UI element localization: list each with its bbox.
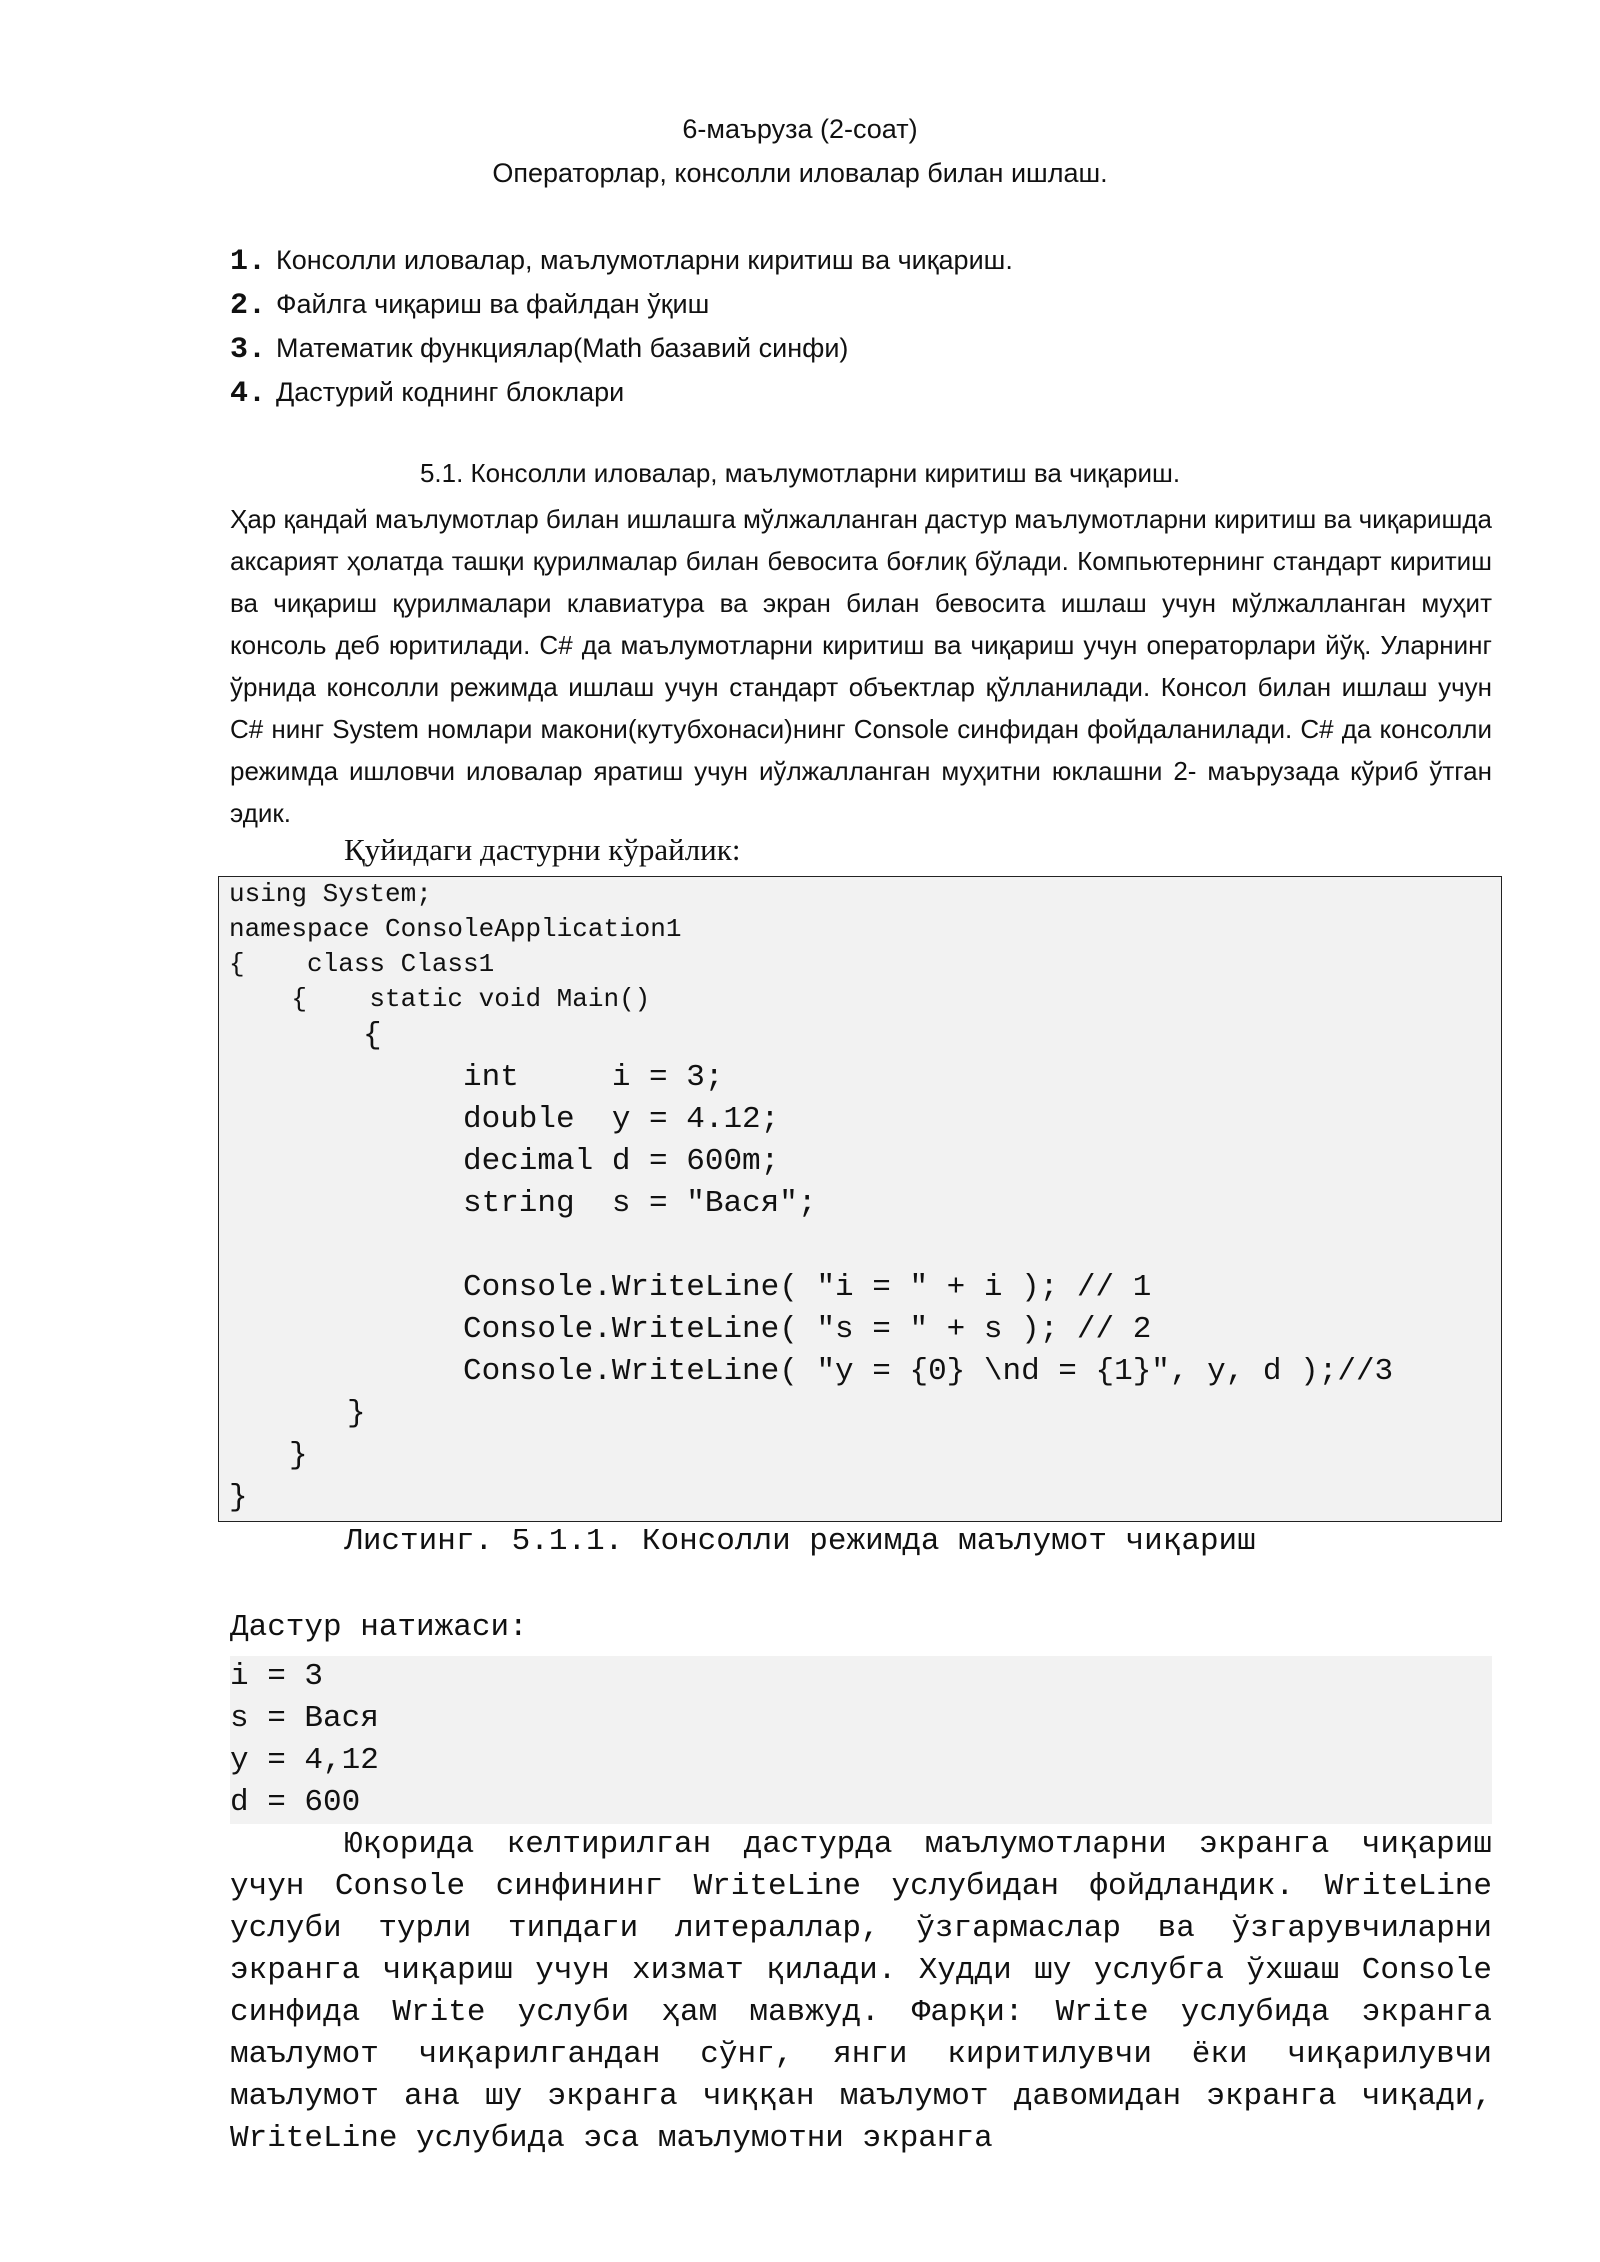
topic-number: 1. — [230, 245, 267, 279]
code-line: Console.WriteLine( "i = " + i ); // 1 — [463, 1270, 1152, 1305]
topic-text: Математик функциялар(Math базавий синфи) — [276, 333, 849, 363]
code-line: double y = 4.12; — [463, 1102, 780, 1137]
topic-item — [230, 238, 1013, 282]
code-line: } — [347, 1396, 366, 1431]
section-heading: 5.1. Консолли иловалар, маълумотларни киритиш ва чиқариш. — [419, 458, 1181, 488]
topic-item — [230, 326, 1013, 370]
code-line: string s = "Вася"; — [463, 1186, 817, 1221]
code-line: int i = 3; — [463, 1060, 724, 1095]
body-paragraph-2: Юқорида келтирилган дастурда маълумотларни экранга чиқариш учун Console синфининг WriteLine услубидан фойдландик. WriteLine услуби турли типдаги литераллар, ўзгармаслар ва ўзгарувчиларни экранга чиқариш учун хизмат қилади. Худди шу услубга ўхшаш Console синфида Write услуби ҳам мавжуд. Фарқи: Write услубида экранга маълумот чиқарилгандан сўнг, янги киритилувчи ёки чиқарилувчи маълумот ана шу экранга чиққан маълумот давомидан экранга чиқади, WriteLine услубида эса маълумотни экранга — [230, 1827, 1492, 2156]
topic-number: 4. — [230, 377, 267, 411]
code-intro-text: Қуйидаги дастурни кўрайлик: — [344, 832, 741, 867]
code-line: namespace ConsoleApplication1 — [229, 914, 682, 944]
topic-item — [230, 282, 1013, 326]
output-line: i = 3 — [230, 1659, 324, 1694]
code-line: decimal d = 600m; — [463, 1144, 780, 1179]
code-line: Console.WriteLine( "s = " + s ); // 2 — [463, 1312, 1152, 1347]
topic-text: Файлга чиқариш ва файлдан ўқиш — [276, 289, 710, 319]
body-paragraph: Ҳар қандай маълумотлар билан ишлашга мўлжалланган дастур маълумотларни киритиш ва чиқаришда аксарият ҳолатда ташқи қурилмалар билан бевосита боғлиқ бўлади. Компьютернинг стандарт киритиш ва чиқариш қурилмалари клавиатура ва экран билан бевосита ишлаш учун мўлжалланган муҳит консоль деб юритилади. C# да маълумотларни киритиш ва чиқариш учун операторлари йўқ. Уларнинг ўрнида консолли режимда ишлаш учун стандарт объектлар қўлланилади. Консол билан ишлаш учун C# нинг System номлари макони(кутубхонаси)нинг Console синфидан фойдаланилади. C# да консолли режимда ишловчи иловалар яратиш учун иўлжалланган муҳитни юклашни 2- маърузада кўриб ўтган эдик. — [230, 504, 1493, 828]
topic-number: 2. — [230, 289, 267, 323]
code-line: { class Class1 — [229, 949, 495, 979]
program-output — [230, 1656, 1492, 1824]
code-line: Console.WriteLine( "y = {0} \nd = {1}", y, d );//3 — [463, 1354, 1394, 1389]
result-label: Дастур натижаси: — [230, 1610, 528, 1645]
lecture-number: 6-маъруза (2-соат) — [682, 114, 918, 144]
topics-list — [230, 238, 1013, 414]
output-line: y = 4,12 — [230, 1743, 379, 1778]
output-line: s = Вася — [230, 1701, 379, 1736]
code-listing — [218, 876, 1502, 1522]
topic-item — [230, 370, 1013, 414]
code-line: { — [363, 1018, 382, 1053]
topic-number: 3. — [230, 333, 267, 367]
code-line: } — [229, 1480, 248, 1515]
code-line: } — [289, 1438, 308, 1473]
lecture-title: Операторлар, консолли иловалар билан ишлаш. — [492, 158, 1108, 188]
output-line: d = 600 — [230, 1785, 361, 1820]
code-line: { static void Main() — [229, 984, 651, 1014]
listing-caption: Листинг. 5.1.1. Консолли режимда маълумот чиқариш — [344, 1524, 1256, 1559]
topic-text: Дастурий коднинг блоклари — [276, 377, 625, 407]
code-line: using System; — [229, 879, 432, 909]
topic-text: Консолли иловалар, маълумотларни киритиш ва чиқариш. — [276, 245, 1013, 275]
